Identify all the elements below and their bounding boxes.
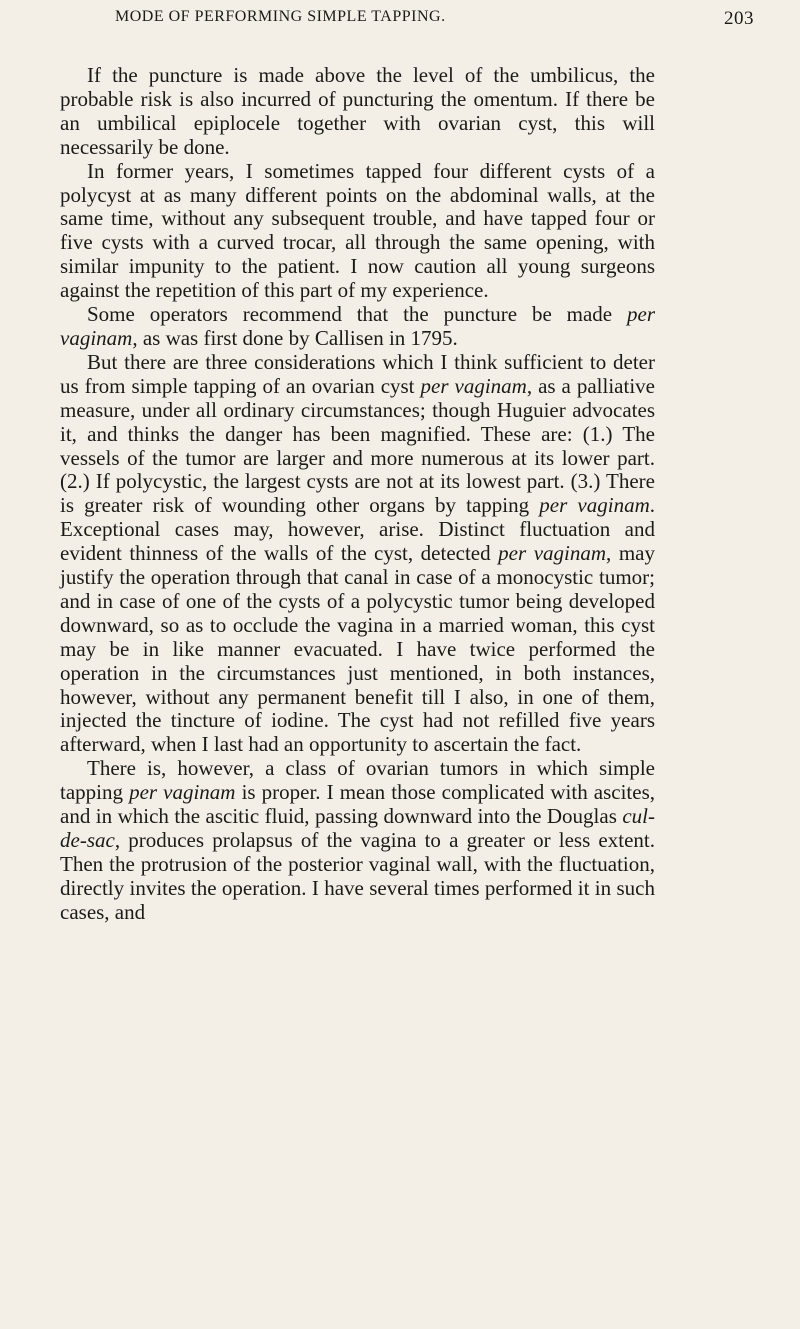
- paragraph-5: [60, 757, 655, 924]
- text-run: If the puncture is made above the level of the umbilicus, the probable risk is also incurred of puncturing the omentum. If there be an umbilical epiplocele together with ovarian cyst, this will necessarily be done.: [60, 63, 655, 159]
- text-run: Some operators recommend that the puncture be made: [87, 302, 627, 327]
- text-run: , may justify the operation through that canal in case of a monocystic tumor; and in case of one of the cysts of a polycystic tumor being developed downward, so as to occlude the vagina in a married woman, this cyst may be in like manner evacuated. I have twice performed the operation in the circumstances just mentioned, in both instances, however, without any permanent benefit till I also, in one of them, injected the tincture of iodine. The cyst had not refilled five years afterward, when I last had an opportunity to ascertain the fact.: [60, 541, 655, 757]
- text-run: . Exceptional cases may, however, arise. Distinct fluctuation and evident thinness of the walls of the cyst, detected: [60, 493, 655, 566]
- paragraph-3: [60, 303, 655, 351]
- text-run: , as a palliative measure, under all ordinary circumstances; though Huguier advocates it, and thinks the danger has been magnified. These are: (1.) The vessels of the tumor are larger and more numerous at its lower part. (2.) If polycystic, the largest cysts are not at its lowest part. (3.) There is greater risk of wounding other organs by tapping: [60, 373, 655, 518]
- paragraph-4: [60, 351, 655, 757]
- text-run: , produces prolapsus of the vagina to a greater or less extent. Then the protrusion of the posterior vaginal wall, with the fluctuation, directly invites the operation. I have several times performed it in such cases, and: [60, 828, 655, 924]
- italic-run: per vaginam: [129, 780, 236, 805]
- italic-run: per vaginam: [60, 302, 655, 350]
- text-run: is proper. I mean those complicated with ascites, and in which the ascitic fluid, passing downward into the Douglas: [60, 780, 655, 829]
- italic-run: per vaginam: [420, 373, 527, 398]
- text-run: In former years, I sometimes tapped four different cysts of a polycyst at as many different points on the abdominal walls, at the same time, without any subsequent trouble, and have tapped four or five cysts with a curved trocar, all through the same opening, with similar impunity to the patient. I now caution all young surgeons against the repetition of this part of my experience.: [60, 158, 655, 303]
- text-run: But there are three considerations which I think sufficient to deter us from simple tapping of an ovarian cyst: [60, 349, 655, 398]
- paragraph-2: [60, 160, 655, 303]
- page-number: 203: [724, 8, 754, 29]
- body-text: [60, 64, 655, 925]
- italic-run: cul-de-sac: [60, 804, 655, 852]
- paragraph-1: [60, 64, 655, 160]
- text-run: , as was first done by Callisen in 1795.: [132, 325, 458, 350]
- italic-run: per vaginam: [498, 541, 607, 566]
- italic-run: per vaginam: [539, 493, 650, 518]
- running-title: MODE OF PERFORMING SIMPLE TAPPING.: [115, 8, 446, 25]
- text-run: There is, however, a class of ovarian tumors in which simple tapping: [60, 756, 655, 805]
